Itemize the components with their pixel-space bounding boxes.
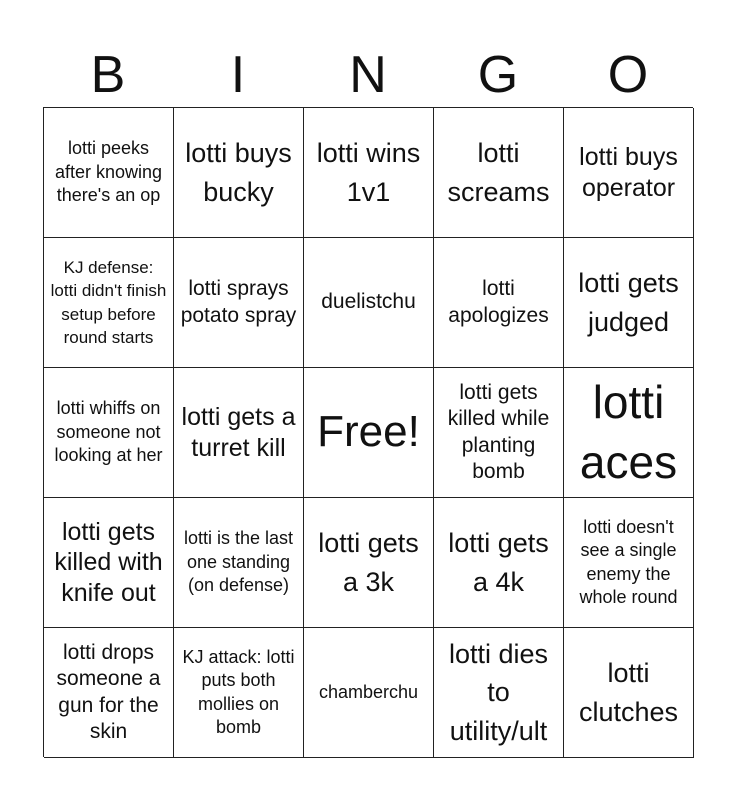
bingo-cell-r2-c1[interactable]: KJ defense: lotti didn't finish setup before round starts	[44, 238, 174, 368]
bingo-cell-r4-c1[interactable]: lotti gets killed with knife out	[44, 498, 174, 628]
bingo-cell-r5-c2[interactable]: KJ attack: lotti puts both mollies on bomb	[174, 628, 304, 758]
bingo-cell-r1-c1[interactable]: lotti peeks after knowing there's an op	[44, 108, 174, 238]
header-letter-b: B	[90, 46, 126, 104]
bingo-cell-r3-c1[interactable]: lotti whiffs on someone not looking at her	[44, 368, 174, 498]
bingo-cell-r3-c4[interactable]: lotti gets killed while planting bomb	[434, 368, 564, 498]
bingo-cell-r5-c5[interactable]: lotti clutches	[564, 628, 694, 758]
bingo-cell-r4-c5[interactable]: lotti doesn't see a single enemy the whole round	[564, 498, 694, 628]
bingo-cell-r3-c5[interactable]: lotti aces	[564, 368, 694, 498]
bingo-cell-r5-c4[interactable]: lotti dies to utility/ult	[434, 628, 564, 758]
bingo-cell-r1-c5[interactable]: lotti buys operator	[564, 108, 694, 238]
bingo-cell-r2-c5[interactable]: lotti gets judged	[564, 238, 694, 368]
header-letter-n: N	[349, 46, 387, 104]
bingo-cell-r4-c3[interactable]: lotti gets a 3k	[304, 498, 434, 628]
bingo-board	[43, 107, 693, 757]
bingo-cell-r1-c2[interactable]: lotti buys bucky	[174, 108, 304, 238]
bingo-header	[43, 44, 693, 106]
header-letter-g: G	[477, 46, 519, 104]
bingo-cell-r3-c2[interactable]: lotti gets a turret kill	[174, 368, 304, 498]
bingo-cell-r5-c3[interactable]: chamberchu	[304, 628, 434, 758]
header-letter-o: O	[607, 46, 649, 104]
bingo-cell-free[interactable]: Free!	[304, 368, 434, 498]
bingo-cell-r2-c3[interactable]: duelistchu	[304, 238, 434, 368]
bingo-cell-r4-c2[interactable]: lotti is the last one standing (on defense)	[174, 498, 304, 628]
bingo-cell-r1-c4[interactable]: lotti screams	[434, 108, 564, 238]
bingo-cell-r2-c2[interactable]: lotti sprays potato spray	[174, 238, 304, 368]
header-letter-i: I	[230, 46, 246, 104]
bingo-cell-r1-c3[interactable]: lotti wins 1v1	[304, 108, 434, 238]
bingo-cell-r4-c4[interactable]: lotti gets a 4k	[434, 498, 564, 628]
bingo-cell-r2-c4[interactable]: lotti apologizes	[434, 238, 564, 368]
bingo-cell-r5-c1[interactable]: lotti drops someone a gun for the skin	[44, 628, 174, 758]
